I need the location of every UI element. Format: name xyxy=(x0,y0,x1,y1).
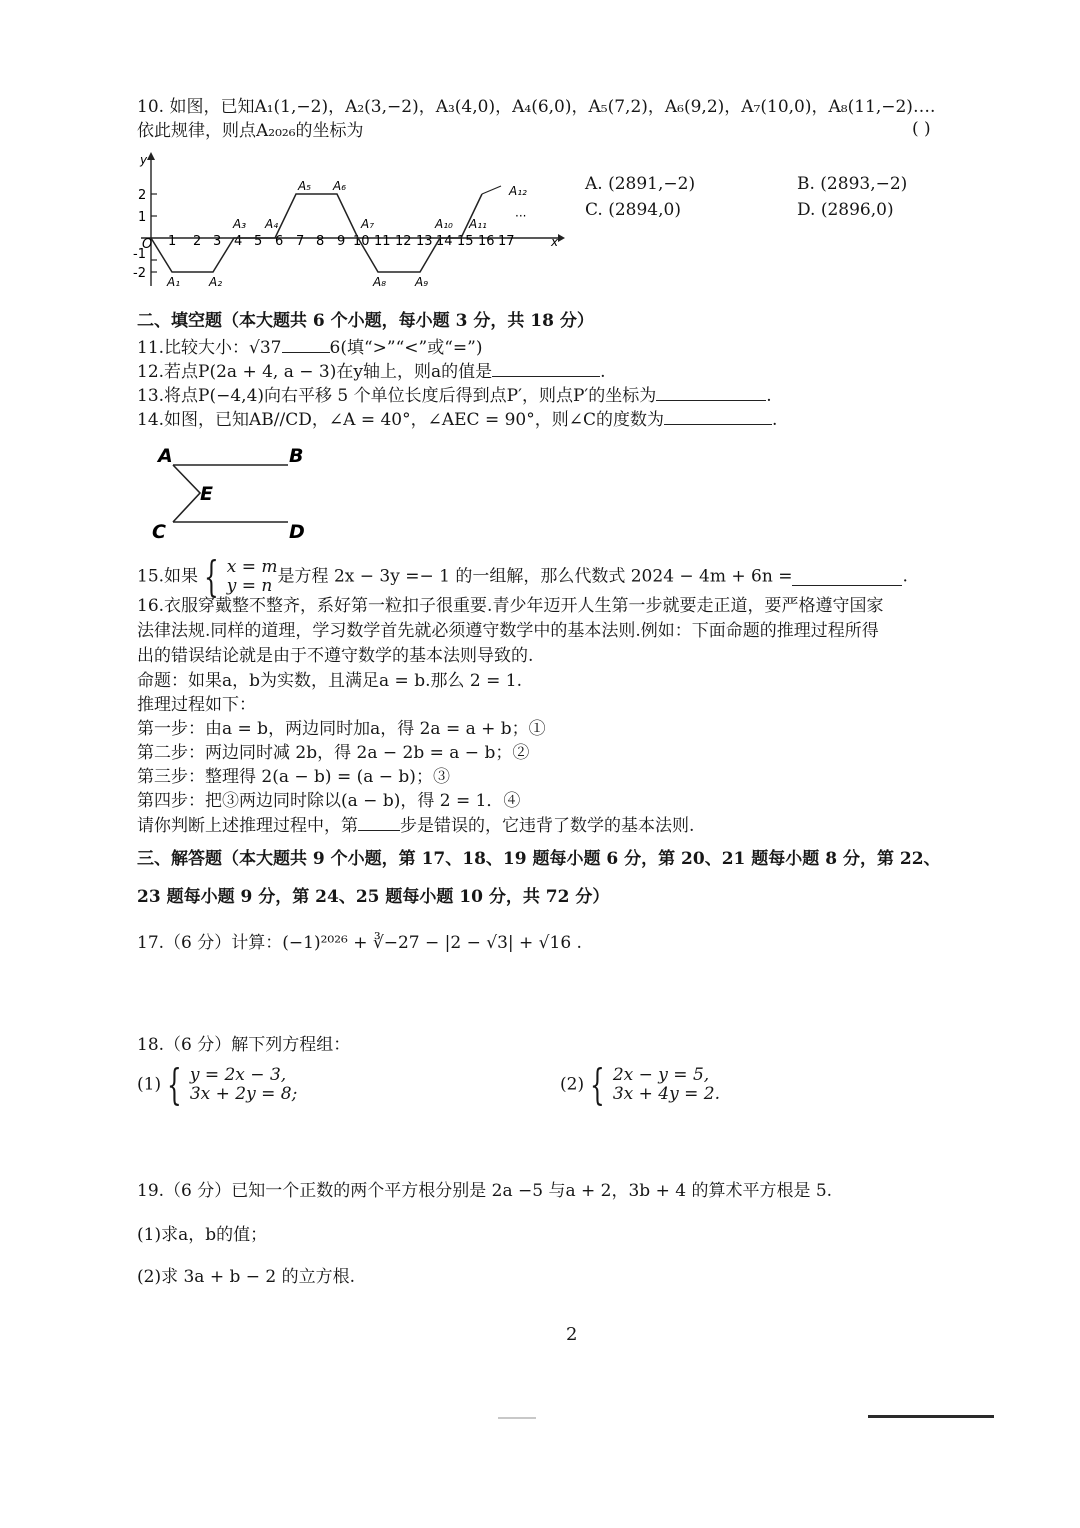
graph-y-tick: -1 xyxy=(133,247,146,262)
graph-zigzag-path xyxy=(151,194,482,272)
q10-option-a[interactable]: A. (2891,−2) xyxy=(585,174,696,194)
q14-text-post: . xyxy=(771,410,778,430)
q15-equation-system xyxy=(227,558,278,596)
q13-text-pre: 13.将点P(−4,4)向右平移 5 个单位长度后得到点P′，则点P′的坐标为 xyxy=(137,386,657,406)
section2-heading: 二、填空题（本大题共 6 个小题，每小题 3 分，共 18 分） xyxy=(137,311,594,331)
q16-line: 第二步：两边同时减 2b，得 2a − 2b = a − b；② xyxy=(137,743,530,763)
fig-label-a: A xyxy=(158,445,173,467)
graph-point-label: A₁ xyxy=(167,275,181,289)
q15-answer-blank[interactable] xyxy=(792,569,902,586)
q15-sys-line1: x = m xyxy=(226,557,278,577)
q10-option-d[interactable]: D. (2896,0) xyxy=(797,200,894,220)
graph-x-tick: 7 xyxy=(296,234,305,249)
q19-title: 19.（6 分）已知一个正数的两个平方根分别是 2a −5 与a + 2，3b + 4 的算术平方根是 5. xyxy=(137,1181,833,1201)
q15-text-mid: 是方程 2x − 3y =− 1 的一组解，那么代数式 2024 − 4m + 6n = xyxy=(277,566,793,587)
q16-last-post: 步是错误的，它违背了数学的基本法则. xyxy=(400,816,695,836)
graph-x-tick: 4 xyxy=(234,234,243,249)
q12-answer-blank[interactable] xyxy=(492,360,600,377)
graph-point-label: A₅ xyxy=(298,179,312,193)
q16-last-pre: 请你判断上述推理过程中，第 xyxy=(137,816,358,836)
graph-ellipsis: ··· xyxy=(515,209,527,223)
graph-x-tick: 3 xyxy=(213,234,222,249)
graph-x-tick: 8 xyxy=(316,234,325,249)
q14-answer-blank[interactable] xyxy=(664,408,772,425)
q18-part2 xyxy=(560,1060,720,1109)
q18-part1-brace: { xyxy=(167,1060,182,1109)
q15-text-pre: 15.如果 xyxy=(137,566,199,587)
q13-answer-blank[interactable] xyxy=(656,384,766,401)
q11-text-post: 6(填“>”“<”或“=”) xyxy=(329,338,483,358)
graph-x-tick: 5 xyxy=(254,234,263,249)
q16-line: 出的错误结论就是由于不遵守数学的基本法则导致的. xyxy=(137,646,534,666)
q18-part2-system xyxy=(613,1066,720,1104)
graph-origin-label: O xyxy=(142,237,153,252)
q10-option-c[interactable]: C. (2894,0) xyxy=(585,200,681,220)
scan-mark-left xyxy=(498,1417,536,1419)
graph-x-tick: 10 xyxy=(353,234,370,249)
q18-part2-eq1: 2x − y = 5, xyxy=(612,1065,710,1085)
graph-point-label: A₉ xyxy=(415,275,429,289)
q15-sys-line2: y = n xyxy=(226,576,273,596)
graph-x-tick: 14 xyxy=(436,234,453,249)
graph-y-tick: 1 xyxy=(138,210,147,225)
graph-x-tick: 13 xyxy=(416,234,433,249)
q15 xyxy=(137,552,908,601)
q18-part1-eq1: y = 2x − 3, xyxy=(189,1065,287,1085)
q14-parallel-lines-figure xyxy=(148,440,328,545)
q12 xyxy=(137,360,606,383)
graph-point-label: A₆ xyxy=(333,179,347,193)
fig-label-d: D xyxy=(289,521,305,543)
graph-x-tick: 1 xyxy=(168,234,177,249)
q11-answer-blank[interactable] xyxy=(282,336,330,353)
graph-point-label: A₁₁ xyxy=(469,217,487,231)
section3-heading-line2: 23 题每小题 9 分，第 24、25 题每小题 10 分，共 72 分） xyxy=(137,887,610,907)
graph-x-tick: 15 xyxy=(457,234,474,249)
graph-point-label: A₁₂ xyxy=(509,184,527,198)
graph-point-label: A₇ xyxy=(361,217,375,231)
q12-text-pre: 12.若点P(2a + 4, a − 3)在y轴上，则a的值是 xyxy=(137,362,493,382)
scan-mark-right xyxy=(868,1415,994,1418)
q18-title: 18.（6 分）解下列方程组： xyxy=(137,1035,351,1055)
graph-point-label: A₃ xyxy=(233,217,247,231)
q12-text-post: . xyxy=(600,362,606,382)
q19-part1: (1)求a，b的值； xyxy=(137,1225,268,1245)
q16-line: 法律法规.同样的道理，学习数学首先就必须遵守数学中的基本法则.例如：下面命题的推理过程所得 xyxy=(137,621,879,641)
graph-y-tick: -2 xyxy=(133,266,146,281)
graph-x-tick: 12 xyxy=(395,234,412,249)
q10-option-b[interactable]: B. (2893,−2) xyxy=(797,174,908,194)
q18-part1-eq2: 3x + 2y = 8; xyxy=(189,1084,298,1104)
graph-x-axis-label: x xyxy=(551,235,559,249)
graph-point-label: A₄ xyxy=(265,217,279,231)
fig-label-c: C xyxy=(152,521,166,543)
q19-part2: (2)求 3a + b − 2 的立方根. xyxy=(137,1267,356,1287)
q10-answer-paren: ( ) xyxy=(912,119,931,139)
q18-part1-label: (1) xyxy=(137,1074,162,1095)
q16-line: 推理过程如下： xyxy=(137,695,256,715)
graph-y-axis-label: y xyxy=(140,153,148,167)
graph-point-label: A₈ xyxy=(373,275,387,289)
q15-brace: { xyxy=(204,552,219,601)
graph-x-tick: 2 xyxy=(193,234,202,249)
q16-line: 16.衣服穿戴整不整齐，系好第一粒扣子很重要.青少年迈开人生第一步就要走正道，要严格遵守国家 xyxy=(137,596,884,616)
q11-text-pre: 11.比较大小：√37 xyxy=(137,338,282,358)
graph-x-tick: 17 xyxy=(498,234,515,249)
graph-y-tick: 2 xyxy=(138,188,147,203)
graph-x-tick: 16 xyxy=(478,234,495,249)
q18-part1-system xyxy=(190,1066,297,1104)
q16-answer-blank[interactable] xyxy=(358,814,400,831)
q18-part1 xyxy=(137,1060,298,1109)
fig-label-b: B xyxy=(289,445,304,467)
page-number: 2 xyxy=(566,1324,578,1345)
q16-line: 第一步：由a = b，两边同时加a，得 2a = a + b；① xyxy=(137,719,546,739)
q16-last-line xyxy=(137,814,694,837)
graph-point-label: A₁₀ xyxy=(435,217,453,231)
q13-text-post: . xyxy=(766,386,772,406)
q10-line2: 依此规律，则点A₂₀₂₆的坐标为 xyxy=(137,121,364,141)
q18-part2-label: (2) xyxy=(560,1074,585,1095)
q17-text: 17.（6 分）计算：(−1)²⁰²⁶ + ∛−27 − |2 − √3| + √16 . xyxy=(137,933,582,953)
q15-text-post: . xyxy=(902,566,908,587)
q16-line: 第四步：把③两边同时除以(a − b)，得 2 = 1．④ xyxy=(137,791,521,811)
q16-line: 命题：如果a，b为实数，且满足a = b.那么 2 = 1. xyxy=(137,671,522,691)
q14 xyxy=(137,408,777,431)
q18-part2-eq2: 3x + 4y = 2. xyxy=(612,1084,720,1104)
graph-x-tick: 11 xyxy=(374,234,391,249)
graph-x-tick: 6 xyxy=(275,234,284,249)
q14-text-pre: 14.如图，已知AB//CD，∠A = 40°，∠AEC = 90°，则∠C的度数为 xyxy=(137,410,664,430)
q13 xyxy=(137,384,772,407)
fig-label-e: E xyxy=(200,483,213,505)
q10-zigzag-graph xyxy=(133,150,573,290)
q11 xyxy=(137,336,482,359)
q10-line1: 10. 如图，已知A₁(1,−2)，A₂(3,−2)，A₃(4,0)，A₄(6,0)，A₅(7,2)，A₆(9,2)，A₇(10,0)，A₈(11,−2)…. xyxy=(137,97,936,117)
q18-part2-brace: { xyxy=(590,1060,605,1109)
section3-heading-line1: 三、解答题（本大题共 9 个小题，第 17、18、19 题每小题 6 分，第 20、21 题每小题 8 分，第 22、 xyxy=(137,849,941,869)
q16-line: 第三步：整理得 2(a − b) = (a − b)；③ xyxy=(137,767,450,787)
graph-point-label: A₂ xyxy=(209,275,223,289)
graph-x-tick: 9 xyxy=(337,234,346,249)
